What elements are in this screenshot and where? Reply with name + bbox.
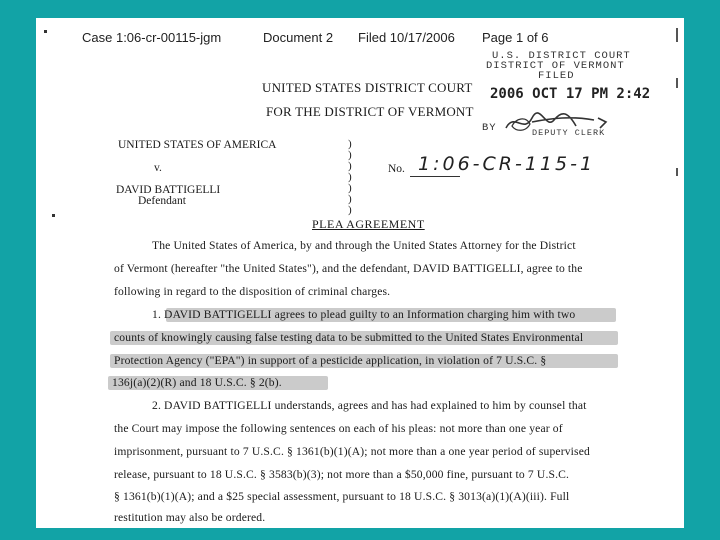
paragraph-1-line: counts of knowingly causing false testing data to be submitted to the United States Environmental <box>114 331 584 344</box>
document-page <box>36 18 684 528</box>
stamp-date: 2006 OCT 17 PM 2:42 <box>490 86 651 102</box>
stamp-by: BY <box>482 122 497 134</box>
header-filed-date: Filed 10/17/2006 <box>358 30 455 45</box>
intro-line: The United States of America, by and through the United States Attorney for the District <box>152 239 576 252</box>
intro-line: of Vermont (hereafter "the United States"), and the defendant, DAVID BATTIGELLI, agree to the <box>114 262 583 275</box>
paragraph-1-line: 136j(a)(2)(R) and 18 U.S.C. § 2(b). <box>112 376 282 389</box>
caption-plaintiff: UNITED STATES OF AMERICA <box>118 139 277 151</box>
caption-bracket: ) ) ) ) ) ) ) <box>348 138 352 216</box>
stamp-filed: FILED <box>538 70 575 82</box>
case-number-label: No. <box>388 163 405 175</box>
stamp-court: U.S. DISTRICT COURT <box>492 50 631 62</box>
document-title: PLEA AGREEMENT <box>312 217 425 231</box>
scan-mark <box>44 30 47 33</box>
header-case-number: Case 1:06-cr-00115-jgm <box>82 30 222 45</box>
stamp-deputy-clerk: DEPUTY CLERK <box>532 128 606 138</box>
scan-edge-mark <box>676 28 678 42</box>
caption-versus: v. <box>154 162 162 174</box>
paragraph-2-line: § 1361(b)(1)(A); and a $25 special assessment, pursuant to 18 U.S.C. § 3013(a)(1)(A)(iii). Full <box>114 490 570 503</box>
paragraph-2-line: imprisonment, pursuant to 7 U.S.C. § 1361(b)(1)(A); not more than a one year period of supervised <box>114 445 590 458</box>
court-district: FOR THE DISTRICT OF VERMONT <box>266 104 474 119</box>
scan-mark <box>52 214 55 217</box>
paragraph-2-line: restitution may also be ordered. <box>114 511 266 524</box>
scan-edge-mark <box>676 168 678 176</box>
header-document: Document 2 <box>263 30 334 45</box>
intro-line: following in regard to the disposition of criminal charges. <box>114 285 391 298</box>
paragraph-2-line: 2. DAVID BATTIGELLI understands, agrees and has had explained to him by counsel that <box>152 399 587 412</box>
caption-defendant-role: Defendant <box>138 195 186 207</box>
caption-defendant-name: DAVID BATTIGELLI <box>116 184 221 196</box>
case-number-handwritten: 1:06-CR-115-1 <box>418 153 596 175</box>
scan-edge-mark <box>676 78 678 88</box>
paragraph-2-line: release, pursuant to 18 U.S.C. § 3583(b)(3); not more than a $50,000 fine, pursuant to 7 U.S.C. <box>114 468 570 481</box>
header-page: Page 1 of 6 <box>482 30 549 45</box>
court-name: UNITED STATES DISTRICT COURT <box>262 80 473 95</box>
paragraph-1-line: 1. DAVID BATTIGELLI agrees to plead guilty to an Information charging him with two <box>152 308 576 321</box>
paragraph-2-line: the Court may impose the following sentences on each of his pleas: not more than one year of <box>114 422 563 435</box>
stamp-district: DISTRICT OF VERMONT <box>486 60 625 72</box>
paragraph-1-line: Protection Agency ("EPA") in support of a pesticide application, in violation of 7 U.S.C. § <box>114 354 547 367</box>
case-number-underline <box>410 176 460 177</box>
